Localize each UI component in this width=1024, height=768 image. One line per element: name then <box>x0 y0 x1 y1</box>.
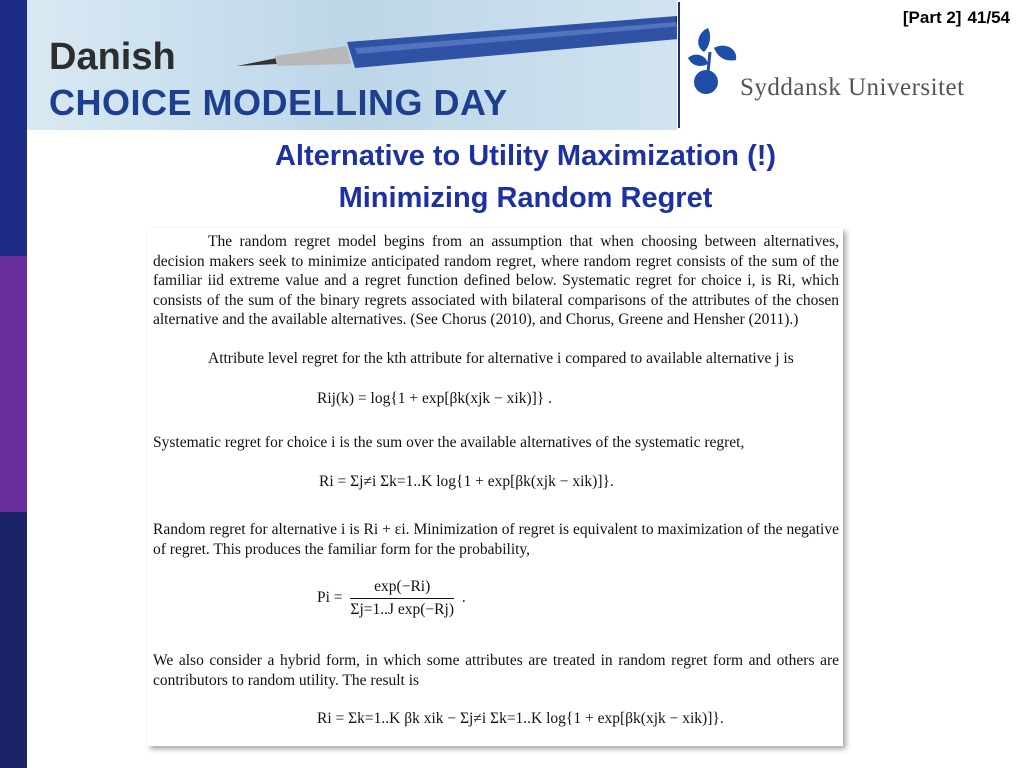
university-name: Syddansk Universitet <box>740 74 965 101</box>
equation-probability-fraction <box>350 578 454 619</box>
side-bar-bottom <box>0 512 27 768</box>
paragraph-systematic-regret: Systematic regret for choice i is the sum over the available alternatives of the systematic regret, <box>153 434 745 451</box>
slide-title-line2: Minimizing Random Regret <box>338 182 713 214</box>
paragraph-hybrid: We also consider a hybrid form, in which some attributes are treated in random regret form and others are contributors to random utility. The result is <box>153 652 839 689</box>
paragraph-attribute-regret: Attribute level regret for the kth attribute for alternative i compared to available alternative j is <box>208 350 794 367</box>
page-counter: 41/54 <box>967 8 1010 27</box>
equation-probability-tail: . <box>461 589 466 607</box>
equation-probability-lhs: Pi = <box>317 589 343 607</box>
banner-line2: CHOICE MODELLING DAY <box>49 82 508 123</box>
paragraph-random-regret: Random regret for alternative i is Ri + εi. Minimization of regret is equivalent to maximization of the negative of regret. This produces the familiar form for the probability, <box>153 521 839 558</box>
slide-title-line1: Alternative to Utility Maximization (!) <box>274 140 777 172</box>
paragraph-intro: The random regret model begins from an assumption that when choosing between alternatives, decision makers seek to minimize anticipated random regret, where random regret consists of the sum of the familiar iid extreme value and a regret function defined below. Systematic regret for choice i, is Ri, which consists of the sum of the binary regrets associated with bilateral comparisons of the attributes of the chosen alternative and the available alternatives. (See Chorus (2010), and Chorus, Greene and Hensher (2011).) <box>153 233 839 328</box>
university-logo <box>680 0 1024 130</box>
banner <box>27 0 677 130</box>
university-tree-icon <box>680 18 742 102</box>
side-bar-middle <box>0 256 27 512</box>
part-label: [Part 2] <box>902 8 962 27</box>
equation-hybrid: Ri = Σk=1..K βk xik − Σj≠i Σk=1..K log{1 + exp[βk(xjk − xik)]}. <box>317 710 724 727</box>
equation-probability-numerator: exp(−Ri) <box>350 578 454 599</box>
equation-probability-denominator: Σj=1..J exp(−Rj) <box>350 601 454 618</box>
slide-counter <box>897 8 1010 28</box>
equation-probability <box>317 578 466 619</box>
document-excerpt <box>147 228 843 746</box>
side-bar-top <box>0 0 27 256</box>
equation-systematic-regret: Ri = Σj≠i Σk=1..K log{1 + exp[βk(xjk − xik)]}. <box>319 473 614 490</box>
equation-attribute-regret: Rij(k) = log{1 + exp[βk(xjk − xik)]} . <box>317 390 552 407</box>
pen-icon <box>237 8 677 78</box>
banner-line1: Danish <box>49 36 176 78</box>
